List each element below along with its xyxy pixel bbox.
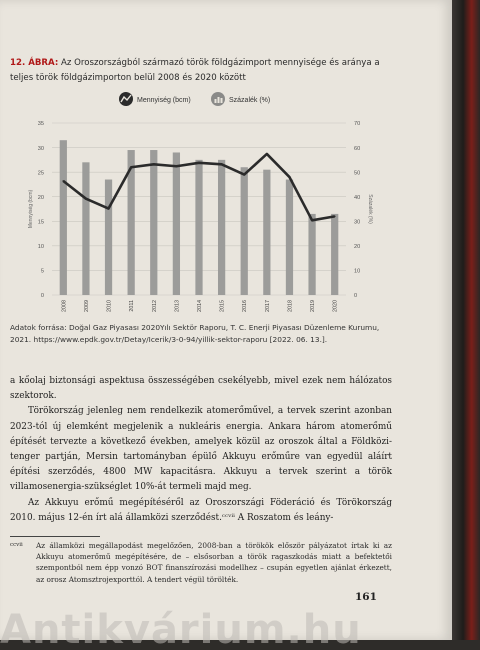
y-left-tick: 35 bbox=[37, 121, 44, 128]
page-number: 161 bbox=[355, 591, 377, 603]
chart-bar bbox=[82, 162, 89, 295]
x-tick-label: 2016 bbox=[242, 300, 249, 312]
line-point bbox=[311, 219, 313, 221]
footnote-marker: ccvii bbox=[10, 542, 23, 548]
line-point bbox=[175, 165, 177, 167]
x-tick-label: 2010 bbox=[106, 300, 113, 312]
body-text bbox=[10, 374, 392, 526]
line-point bbox=[108, 208, 110, 210]
line-point bbox=[85, 198, 87, 200]
line-point bbox=[62, 180, 64, 182]
bar-chart-icon-glyph bbox=[221, 98, 223, 103]
x-tick-label: 2018 bbox=[287, 300, 294, 312]
line-point bbox=[153, 163, 155, 165]
data-source-note: Adatok forrása: Doğal Gaz Piyasası 2020Yılı Sektör Raporu, T. C. Enerji Piyasası Düzenleme Kurumu, 2021. https://www.epdk.gov.tr/Detay/Icerik/3-0-94/yillik-sektor-raporu [2022. 06. 13.]. bbox=[10, 323, 380, 344]
figure-caption-text: Az Oroszországból származó török földgázimport mennyisége és aránya a teljes török földgázimporton belül 2008 és 2020 között bbox=[10, 58, 380, 83]
chart-bar bbox=[241, 167, 248, 295]
y-left-tick: 0 bbox=[40, 293, 44, 300]
y-right-tick: 10 bbox=[354, 268, 361, 275]
paragraph: a kőolaj biztonsági aspektusa összességében csekélyebb, mivel ezek nem hálózatos szektorok. bbox=[10, 376, 392, 402]
x-tick-label: 2008 bbox=[61, 300, 68, 312]
chart-bar bbox=[286, 180, 293, 295]
y-left-axis-label: Mennyiség (bcm) bbox=[28, 189, 34, 229]
x-tick-label: 2015 bbox=[219, 300, 226, 312]
x-tick-label: 2009 bbox=[83, 300, 90, 312]
chart-bar bbox=[331, 214, 338, 295]
footnote bbox=[10, 540, 392, 585]
chart-bar bbox=[218, 160, 225, 295]
figure-caption bbox=[10, 56, 398, 86]
line-point bbox=[334, 215, 336, 217]
chart-bar bbox=[60, 140, 67, 295]
x-tick-label: 2012 bbox=[151, 300, 158, 312]
chart-bar bbox=[308, 214, 315, 295]
x-tick-label: 2013 bbox=[174, 300, 181, 312]
footnote-text: Az államközi megállapodást megelőzően, 2008-ban a törökök először pályázatot írtak ki az Akkuyu atomerőmű megépítésére, de – elsősorban a török ragaszkodás miatt a befektetői szempontból nem épp vonzó BOT finanszírozási modellhez – csupán egyetlen ajánlat érkezett, az orosz Atomsztrojexporttól. A tendert végül törölték. bbox=[36, 541, 392, 584]
bar-chart-icon-glyph bbox=[215, 99, 217, 103]
footnote-rule bbox=[10, 536, 100, 537]
x-tick-label: 2017 bbox=[264, 300, 271, 312]
y-right-tick: 70 bbox=[354, 121, 361, 128]
legend-label: Mennyiség (bcm) bbox=[137, 97, 191, 104]
y-left-tick: 10 bbox=[37, 244, 44, 251]
chart-bar bbox=[173, 152, 180, 295]
y-right-tick: 50 bbox=[354, 170, 361, 177]
x-tick-label: 2020 bbox=[332, 300, 339, 312]
y-left-tick: 30 bbox=[37, 145, 44, 152]
y-right-tick: 30 bbox=[354, 219, 361, 226]
chart-bar bbox=[105, 180, 112, 295]
watermark-logo: Antikvárium.hu bbox=[0, 610, 362, 650]
y-left-tick: 5 bbox=[40, 268, 44, 275]
line-point bbox=[130, 166, 132, 168]
chart-bar bbox=[195, 160, 202, 295]
line-point bbox=[221, 163, 223, 165]
x-tick-label: 2014 bbox=[197, 300, 203, 312]
y-right-tick: 40 bbox=[354, 194, 361, 201]
x-tick-label: 2019 bbox=[310, 300, 317, 312]
y-left-tick: 15 bbox=[37, 219, 44, 226]
y-right-tick: 60 bbox=[354, 145, 361, 152]
line-point bbox=[289, 176, 291, 178]
chart-bar bbox=[263, 170, 270, 295]
line-point bbox=[198, 162, 200, 164]
line-point bbox=[243, 174, 245, 176]
import-chart bbox=[0, 86, 400, 318]
y-right-tick: 0 bbox=[354, 293, 358, 300]
y-right-tick: 20 bbox=[354, 244, 361, 251]
chart-bar bbox=[150, 150, 157, 295]
y-left-tick: 25 bbox=[37, 170, 44, 177]
paragraph: Az Akkuyu erőmű megépítéséről az Oroszországi Föderáció és Törökország 2010. május 12-én írt alá államközi szerződést.ᶜᶜᵛⁱⁱ A Roszatom és leány- bbox=[10, 497, 392, 523]
x-tick-label: 2011 bbox=[129, 300, 136, 312]
paragraph: Törökország jelenleg nem rendelkezik atomerőművel, a tervek szerint azonban 2023-tól új elemként megjelenik a nukleáris energia. Ankara három atomerőmű építését tervezte a következő években, amelyek közül az oroszok által a Földközi-tenger partján, Mersin tartományban épülő Akkuyu erőműre van egyedül aláírt építési szerződés, 4800 MW kapacitásra. Akkuyu a tervek szerint a török villamosenergia-szükséglet 10%-át termeli majd meg. bbox=[10, 406, 392, 493]
figure-label: 12. ÁBRA: bbox=[10, 58, 59, 68]
bar-chart-icon-glyph bbox=[218, 97, 220, 103]
legend-label: Százalék (%) bbox=[229, 97, 271, 104]
y-left-tick: 20 bbox=[37, 194, 44, 201]
y-right-axis-label: Százalék (%) bbox=[367, 194, 373, 224]
line-point bbox=[266, 153, 268, 155]
book-spine bbox=[452, 0, 480, 640]
